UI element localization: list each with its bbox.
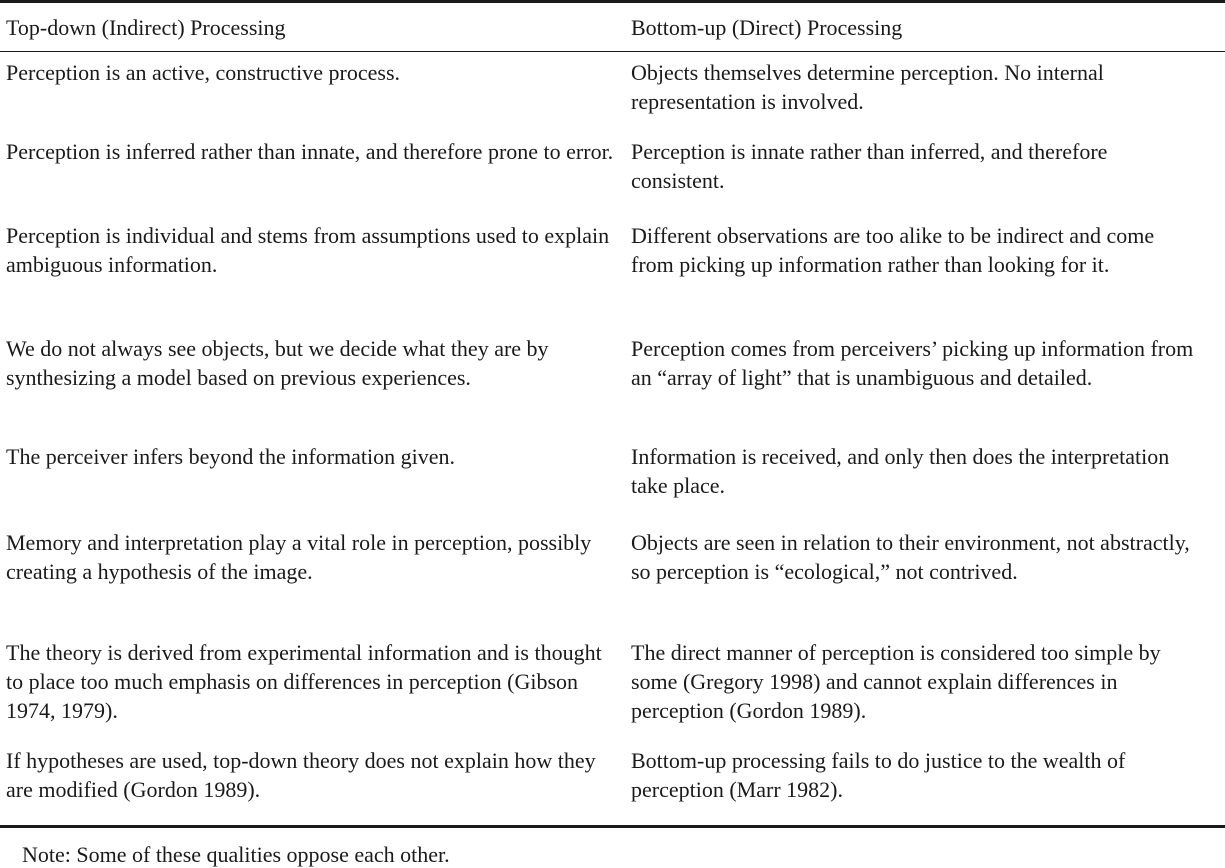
table-row xyxy=(0,436,1225,522)
cell-bottom-up: Bottom-up processing fails to do justice to the wealth of perception (Marr 1982). xyxy=(631,747,1126,802)
table-row xyxy=(0,131,1225,215)
cell-bottom-up: Different observations are too alike to be indirect and come from picking up information rather than looking for it. xyxy=(631,222,1155,277)
header-bottom-up: Bottom-up (Direct) Processing xyxy=(631,14,903,40)
cell-top-down: Memory and interpretation play a vital role in perception, possibly creating a hypothesis of the image. xyxy=(6,529,592,584)
cell-bottom-up: Objects are seen in relation to their environment, not abstractly, so perception is “ecological,” not contrived. xyxy=(631,529,1190,584)
table-body xyxy=(0,52,1225,827)
cell-top-down: The theory is derived from experimental information and is thought to place too much emphasis on differences in perception (Gibson 1974, 1979). xyxy=(6,639,602,723)
cell-bottom-up: The direct manner of perception is considered too simple by some (Gregory 1998) and cannot explain differences in perception (Gordon 1989). xyxy=(631,639,1161,723)
cell-bottom-up: Perception is innate rather than inferred, and therefore consistent. xyxy=(631,138,1108,193)
cell-bottom-up: Information is received, and only then does the interpretation take place. xyxy=(631,443,1170,498)
cell-top-down: Perception is inferred rather than innate, and therefore prone to error. xyxy=(6,138,614,164)
cell-bottom-up: Perception comes from perceivers’ picking up information from an “array of light” that is unambiguous and detailed. xyxy=(631,335,1194,390)
cell-bottom-up: Objects themselves determine perception. No internal representation is involved. xyxy=(631,60,1104,114)
cell-top-down: If hypotheses are used, top-down theory does not explain how they are modified (Gordon 1989). xyxy=(6,747,596,802)
header-row xyxy=(0,2,1225,52)
table-row xyxy=(0,52,1225,131)
table-row xyxy=(0,740,1225,827)
cell-top-down: We do not always see objects, but we decide what they are by synthesizing a model based on previous experiences. xyxy=(6,335,549,390)
header-top-down: Top-down (Indirect) Processing xyxy=(6,14,286,40)
table-row xyxy=(0,215,1225,328)
cell-top-down: Perception is an active, constructive process. xyxy=(6,60,401,85)
table-header xyxy=(0,2,1225,52)
table-row xyxy=(0,328,1225,436)
table-note: Note: Some of these qualities oppose each other. xyxy=(22,842,450,867)
cell-top-down: Perception is individual and stems from assumptions used to explain ambiguous information. xyxy=(6,222,610,277)
table-row xyxy=(0,522,1225,632)
table-row xyxy=(0,632,1225,740)
cell-top-down: The perceiver infers beyond the information given. xyxy=(6,443,456,469)
